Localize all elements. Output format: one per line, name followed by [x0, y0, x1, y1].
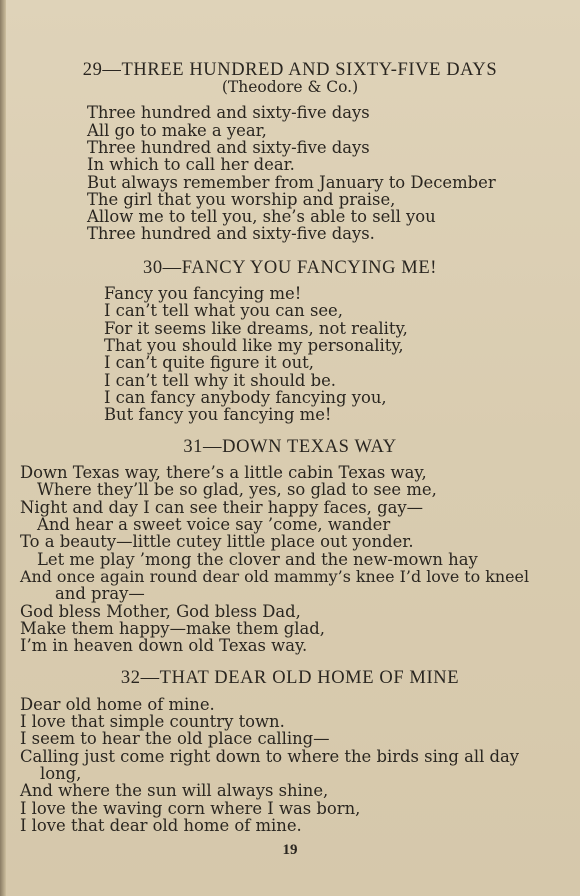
lyric-line: That you should like my personality, — [104, 336, 404, 355]
lyric-line: And hear a sweet voice say ’come, wander — [37, 515, 391, 534]
page-number: 19 — [282, 842, 298, 858]
lyric-line: Dear old home of mine. — [20, 695, 215, 714]
lyric-line: Where they’ll be so glad, yes, so glad to see me, — [37, 480, 437, 499]
lyric-line: But fancy you fancying me! — [104, 405, 332, 424]
lyric-line: and pray— — [55, 584, 145, 603]
lyric-line: Make them happy—make them glad, — [20, 619, 325, 638]
lyric-line: I can’t quite figure it out, — [104, 353, 314, 372]
song-title: 31—DOWN TEXAS WAY — [183, 437, 397, 457]
lyric-line: I love the waving corn where I was born, — [20, 799, 361, 818]
lyric-line: long, — [40, 764, 82, 783]
lyric-line: Night and day I can see their happy faces, gay— — [20, 498, 423, 517]
lyric-line: To a beauty—little cutey little place out yonder. — [20, 532, 414, 551]
lyric-line: Fancy you fancying me! — [104, 284, 302, 303]
lyric-line: I love that simple country town. — [20, 712, 285, 731]
lyric-line: God bless Mother, God bless Dad, — [20, 602, 301, 621]
lyric-line: Three hundred and sixty-five days — [87, 138, 370, 157]
song-title: 32—THAT DEAR OLD HOME OF MINE — [120, 668, 460, 688]
lyric-line: The girl that you worship and praise, — [87, 190, 396, 209]
lyric-line: Allow me to tell you, she’s able to sell you — [87, 207, 436, 226]
lyric-line: I can fancy anybody fancying you, — [104, 388, 387, 407]
lyric-line: I can’t tell what you can see, — [104, 301, 343, 320]
lyric-line: And where the sun will always shine, — [20, 781, 329, 800]
lyric-line: All go to make a year, — [87, 121, 267, 140]
lyric-line: In which to call her dear. — [87, 155, 295, 174]
lyric-line: I’m in heaven down old Texas way. — [20, 636, 308, 655]
song-subtitle: (Theodore & Co.) — [221, 78, 359, 96]
lyric-line: Three hundred and sixty-five days — [87, 103, 370, 122]
lyric-line: Calling just come right down to where the birds sing all day — [20, 747, 520, 766]
lyric-line: I can’t tell why it should be. — [104, 371, 337, 390]
song-title: 29—THREE HUNDRED AND SIXTY-FIVE DAYS — [82, 60, 498, 80]
lyric-line: I love that dear old home of mine. — [20, 816, 302, 835]
lyric-line: And once again round dear old mammy’s knee I’d love to kneel — [20, 567, 530, 586]
lyric-line: But always remember from January to December — [87, 173, 496, 192]
lyric-line: Down Texas way, there’s a little cabin Texas way, — [20, 463, 427, 482]
lyric-line: Three hundred and sixty-five days. — [87, 224, 375, 243]
song-title: 30—FANCY YOU FANCYING ME! — [142, 258, 438, 278]
lyric-line: Let me play ’mong the clover and the new-mown hay — [37, 550, 478, 569]
lyric-line: For it seems like dreams, not reality, — [104, 319, 408, 338]
lyric-line: I seem to hear the old place calling— — [20, 729, 330, 748]
